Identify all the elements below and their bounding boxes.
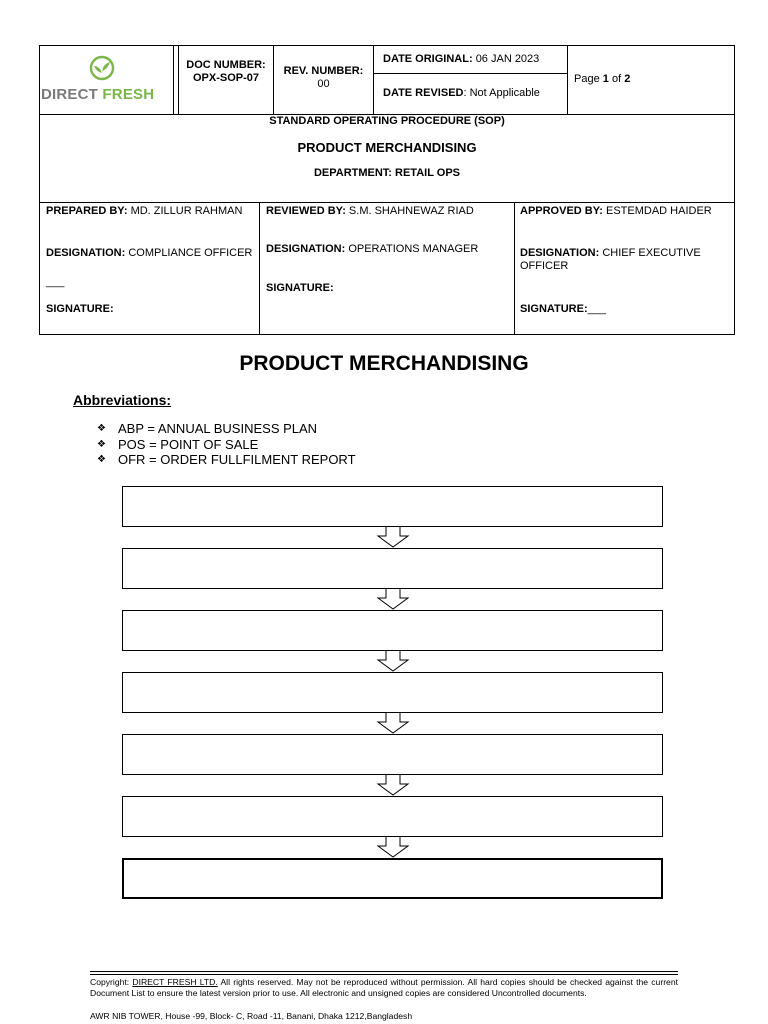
- page-title: PRODUCT MERCHANDISING: [239, 352, 529, 375]
- flow-box-7: [122, 858, 663, 899]
- down-arrow-icon: [376, 526, 410, 548]
- list-item: ❖ POS = POINT OF SALE: [97, 436, 259, 452]
- prepared-line: ___: [46, 276, 65, 288]
- table-border-right: [734, 45, 735, 335]
- table-divider: [273, 45, 274, 115]
- flow-box-3: [122, 610, 663, 651]
- table-border: [39, 202, 735, 203]
- flow-box-4: [122, 672, 663, 713]
- table-divider: [173, 45, 174, 115]
- rev-number-label: REV. NUMBER:: [283, 65, 364, 77]
- date-revised-cell: [383, 87, 567, 100]
- sop-type: STANDARD OPERATING PROCEDURE (SOP): [269, 115, 505, 127]
- date-original-cell: [383, 53, 567, 66]
- down-arrow-icon: [376, 588, 410, 610]
- down-arrow-icon: [376, 836, 410, 858]
- doc-number-label: DOC NUMBER:: [186, 59, 266, 71]
- abbreviations-list: [97, 421, 356, 468]
- flow-box-1: [122, 486, 663, 527]
- table-border-bottom: [39, 334, 735, 335]
- prepared-by: PREPARED BY: MD. ZILLUR RAHMAN: [46, 205, 243, 217]
- footer-copyright: Copyright: DIRECT FRESH LTD. All rights reserved. May not be reproduced without permission. All hard copies should be checked against the current Document List to ensure the latest version prior to use. All electronic and unsigned copies are considered Uncontrolled documents.: [90, 977, 679, 998]
- approved-designation: DESIGNATION: CHIEF EXECUTIVE OFFICER: [520, 247, 701, 272]
- leaf-logo-icon: [86, 54, 118, 84]
- date-original-value: 06 JAN 2023: [475, 53, 540, 65]
- footer-address: AWR NIB TOWER, House -99, Block- C, Road -11, Banani, Dhaka 1212,Bangladesh: [90, 1011, 413, 1021]
- prepared-designation: DESIGNATION: COMPLIANCE OFFICER: [46, 247, 253, 259]
- list-item: ❖ OFR = ORDER FULLFILMENT REPORT: [97, 452, 356, 467]
- down-arrow-icon: [376, 650, 410, 672]
- date-revised-value: : Not Applicable: [463, 87, 540, 99]
- prepared-signature: SIGNATURE:: [46, 303, 114, 315]
- abbreviations-heading: Abbreviations:: [73, 392, 172, 408]
- table-divider: [514, 202, 515, 335]
- table-divider: [373, 73, 568, 74]
- reviewed-by: REVIEWED BY: S.M. SHAHNEWAZ RIAD: [266, 205, 474, 217]
- logo-wordmark: DIRECT FRESH: [41, 86, 155, 103]
- reviewed-designation: DESIGNATION: OPERATIONS MANAGER: [266, 243, 479, 255]
- down-arrow-icon: [376, 774, 410, 796]
- diamond-bullet-icon: ❖: [97, 438, 106, 450]
- table-divider: [567, 45, 568, 115]
- diamond-bullet-icon: ❖: [97, 423, 106, 434]
- doc-number-cell: [180, 59, 272, 85]
- diamond-bullet-icon: ❖: [97, 454, 106, 465]
- table-divider: [373, 45, 374, 115]
- approved-signature: SIGNATURE:___: [520, 303, 606, 315]
- footer-divider: [90, 974, 678, 975]
- flow-box-2: [122, 548, 663, 589]
- footer-divider: [90, 971, 678, 972]
- flow-box-5: [122, 734, 663, 775]
- sop-department: DEPARTMENT: RETAIL OPS: [313, 167, 461, 179]
- table-divider: [178, 45, 179, 115]
- list-item: ❖ ABP = ANNUAL BUSINESS PLAN: [97, 421, 318, 436]
- flow-box-6: [122, 796, 663, 837]
- table-border-top: [39, 45, 735, 46]
- table-divider: [259, 202, 260, 335]
- rev-number-value: 00: [317, 78, 330, 90]
- rev-number-cell: [275, 65, 372, 91]
- reviewed-signature: SIGNATURE:: [266, 282, 334, 294]
- down-arrow-icon: [376, 712, 410, 734]
- date-original-label: DATE ORIGINAL:: [383, 53, 473, 65]
- date-revised-label: DATE REVISED: [383, 87, 464, 99]
- approved-by: APPROVED BY: ESTEMDAD HAIDER: [520, 205, 712, 217]
- doc-number-value: OPX-SOP-07: [192, 72, 260, 84]
- sop-title: PRODUCT MERCHANDISING: [297, 140, 477, 155]
- table-border-left: [39, 45, 40, 335]
- page-number-cell: Page 1 of 2: [574, 73, 631, 85]
